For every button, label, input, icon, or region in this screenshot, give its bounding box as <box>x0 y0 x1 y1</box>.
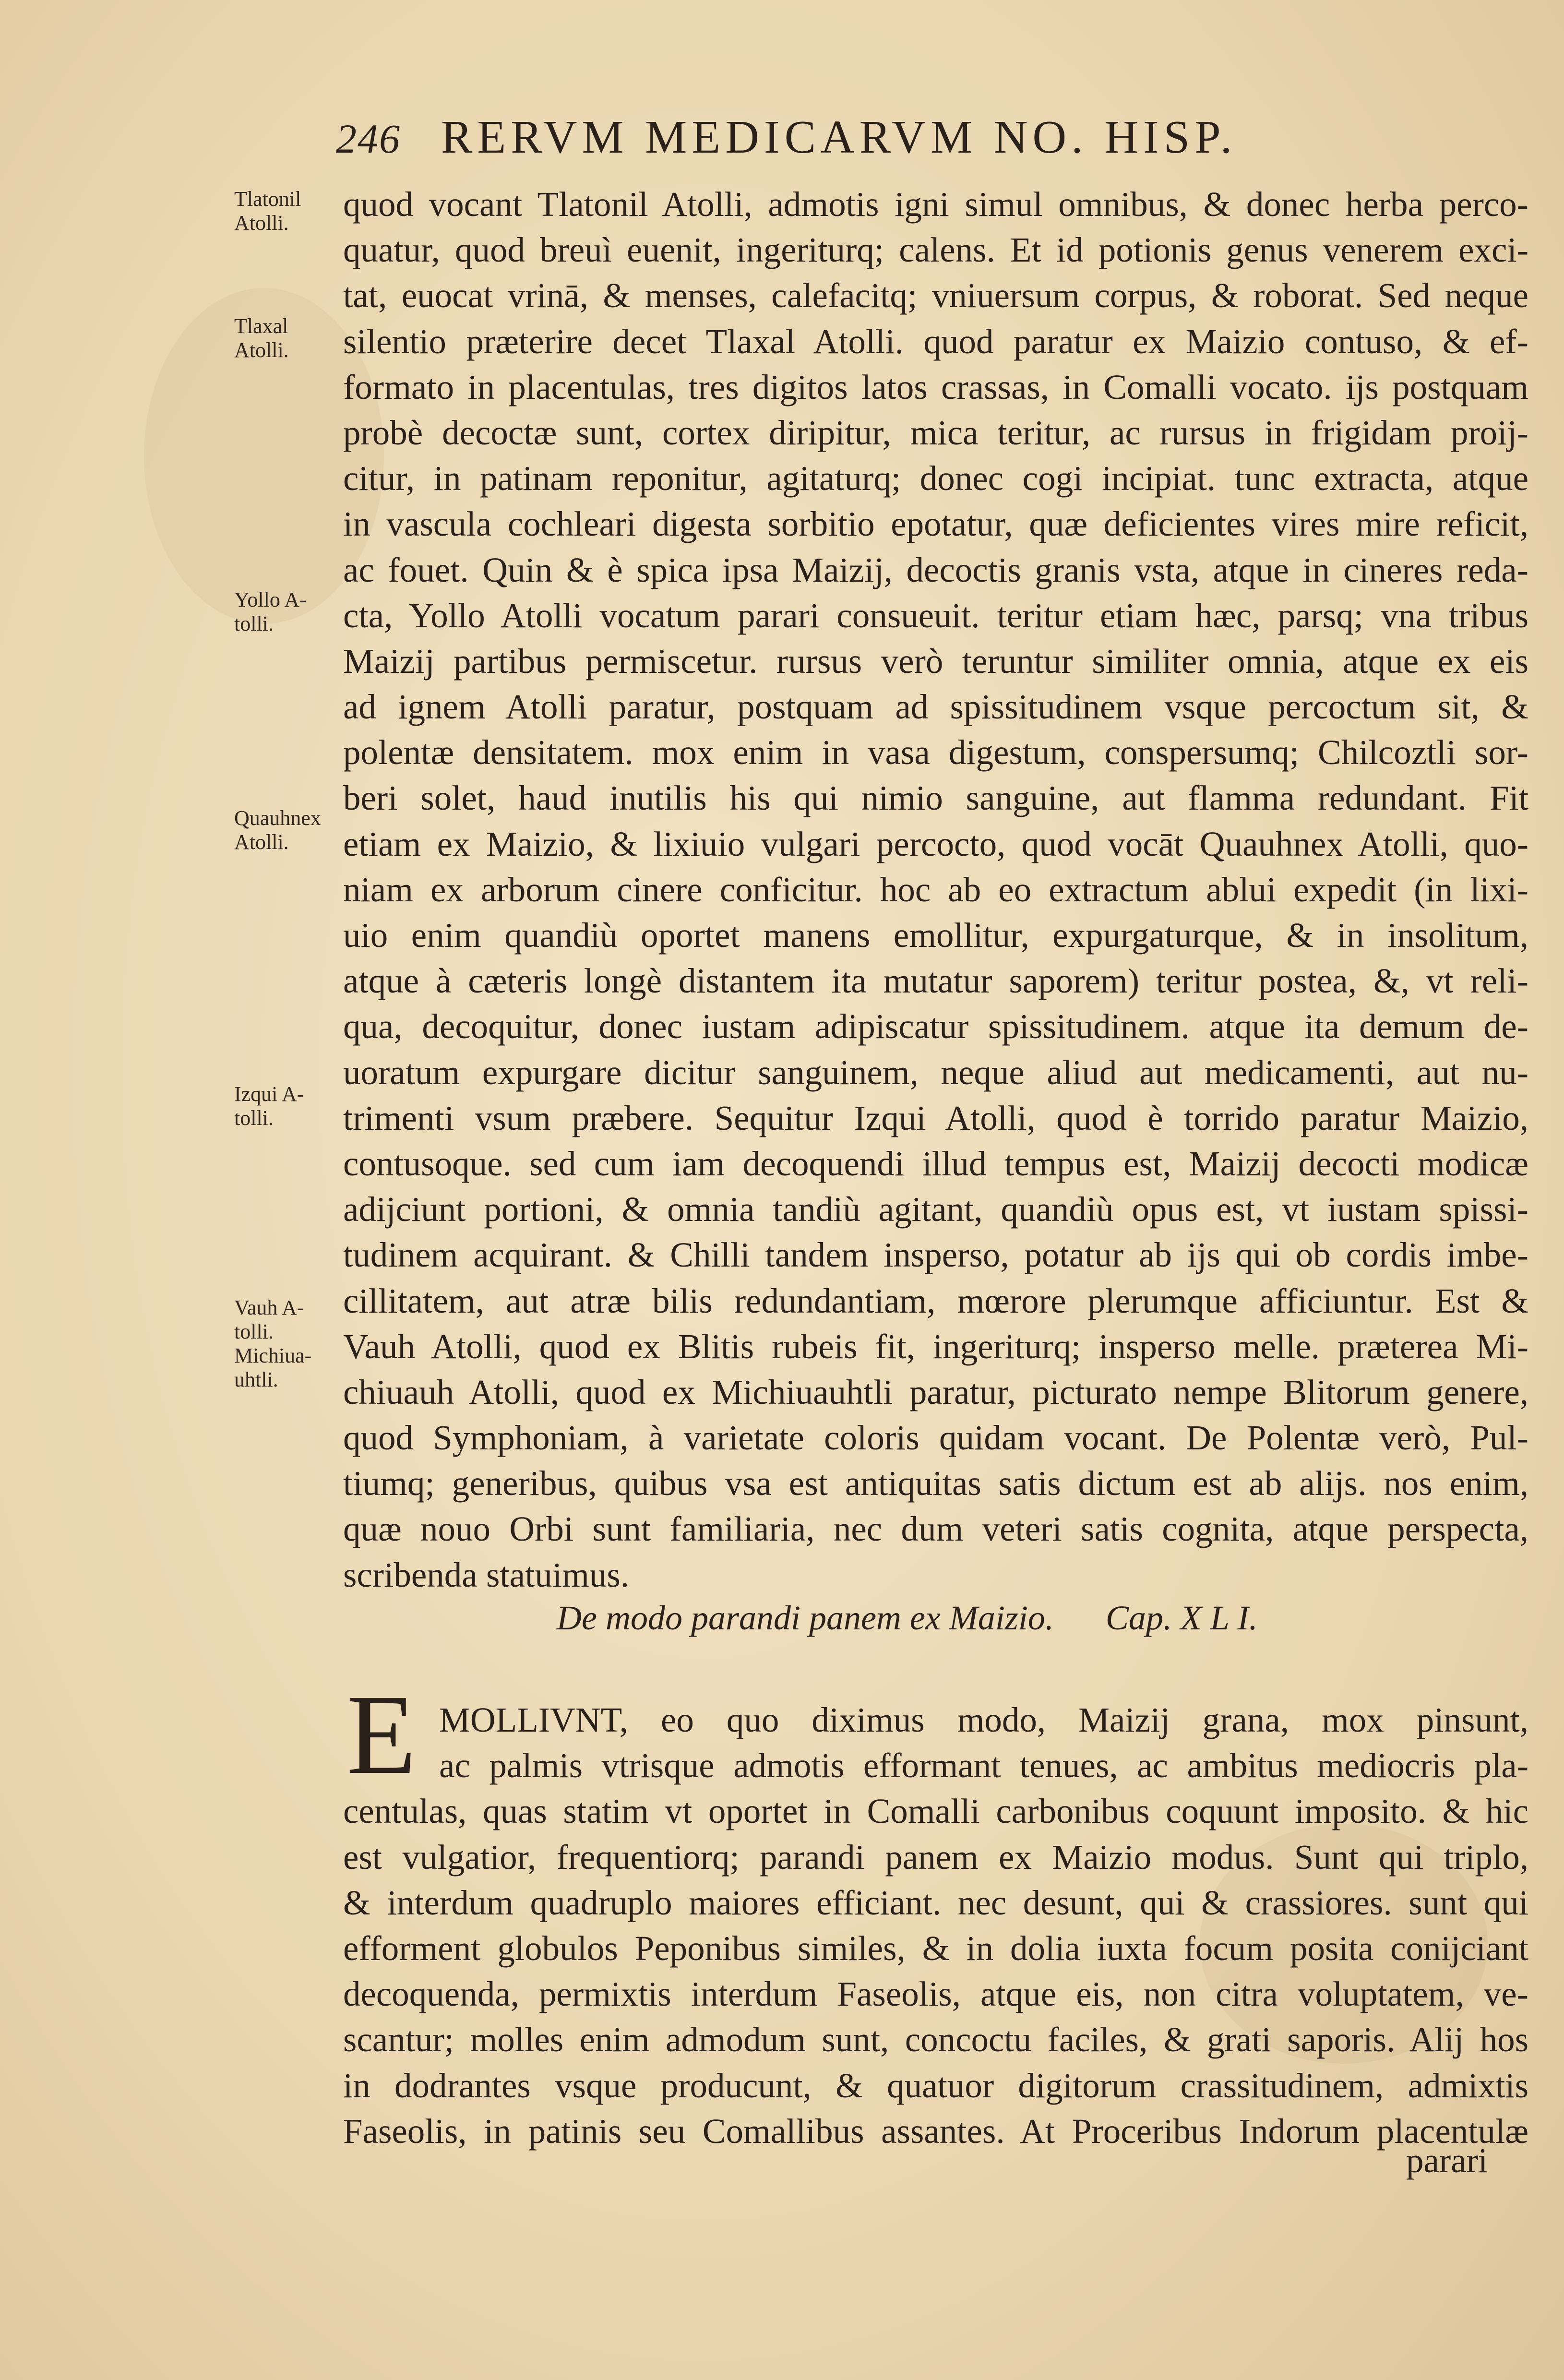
margin-note-line: tolli. <box>234 1320 274 1343</box>
text-line: scantur; molles enim admodum sunt, concoctu faciles, & grati saporis. Alij hos <box>343 2020 1528 2059</box>
text-line: qua, decoquitur, donec iustam adipiscatur spissitudinem. atque ita demum de- <box>343 1007 1528 1046</box>
text-line: uoratum expurgare dicitur sanguinem, neque aliud aut medicamenti, aut nu- <box>343 1052 1528 1092</box>
catchword: parari <box>1406 2141 1488 2180</box>
margin-note-line: Atolli. <box>234 338 289 362</box>
margin-note-quauhnex <box>234 806 345 854</box>
text-line: tudinem acquirant. & Chilli tandem insperso, potatur ab ijs qui ob cordis imbe- <box>343 1235 1528 1275</box>
text-line: scribenda statuimus. <box>343 1555 630 1594</box>
drop-cap: E <box>346 1672 417 1798</box>
text-line: ac fouet. Quin & è spica ipsa Maizij, decoctis granis vsta, atque in cineres reda- <box>343 550 1528 589</box>
margin-note-line: Quauhnex <box>234 806 321 830</box>
text-line: quæ nouo Orbi sunt familiaria, nec dum veteri satis cognita, atque perspecta, <box>343 1509 1528 1549</box>
chapter-title: De modo parandi panem ex Maizio. <box>557 1599 1054 1637</box>
text-line: tat, euocat vrinā, & menses, calefacitq; vniuersum corpus, & roborat. Sed neque <box>343 276 1528 315</box>
margin-note-line: Yollo A- <box>234 588 307 611</box>
text-line: adijciunt portioni, & omnia tandiù agitant, quandiù opus est, vt iustam spissi- <box>343 1190 1528 1229</box>
text-line: ad ignem Atolli paratur, postquam ad spissitudinem vsque percoctum sit, & <box>343 687 1528 727</box>
text-line: quod vocant Tlatonil Atolli, admotis igni simul omnibus, & donec herba perco- <box>343 185 1528 224</box>
text-line: formato in placentulas, tres digitos latos crassas, in Comalli vocato. ijs postquam <box>343 367 1528 407</box>
text-line: atque à cæteris longè distantem ita mutatur saporem) teritur postea, &, vt reli- <box>343 961 1528 1001</box>
running-head-title: RERVM MEDICARVM NO. HISP. <box>441 111 1237 163</box>
text-line: chiuauh Atolli, quod ex Michiuauhtli paratur, picturato nempe Blitorum genere, <box>343 1372 1528 1411</box>
text-line: polentæ densitatem. mox enim in vasa digestum, conspersumq; Chilcoztli sor- <box>343 733 1528 772</box>
text-line: citur, in patinam reponitur, agitaturq; donec cogi incipiat. tunc extracta, atque <box>343 459 1528 498</box>
margin-note-line: Tlaxal <box>234 314 288 338</box>
text-line: decoquenda, permixtis interdum Faseolis, atque eis, non citra voluptatem, ve- <box>343 1974 1528 2014</box>
text-line: cta, Yollo Atolli vocatum parari consueuit. teritur etiam hæc, parsq; vna tribus <box>343 596 1528 635</box>
running-head <box>336 110 1488 168</box>
text-line: silentio præterire decet Tlaxal Atolli. quod paratur ex Maizio contuso, & ef- <box>343 322 1528 361</box>
margin-note-vauh <box>234 1296 345 1392</box>
margin-note-line: Vauh A- <box>234 1296 304 1319</box>
text-line: cillitatem, aut atræ bilis redundantiam, mœrore plerumque afficiuntur. Est & <box>343 1281 1528 1320</box>
text-line: quatur, quod breuì euenit, ingeriturq; calens. Et id potionis genus venerem exci- <box>343 230 1528 270</box>
text-line: est vulgatior, frequentiorq; parandi panem ex Maizio modus. Sunt qui triplo, <box>343 1837 1528 1877</box>
margin-note-line: Izqui A- <box>234 1082 304 1106</box>
text-line: & interdum quadruplo maiores efficiant. nec desunt, qui & crassiores. sunt qui <box>343 1883 1528 1922</box>
margin-note-line: Atolli. <box>234 211 289 235</box>
margin-note-line: tolli. <box>234 612 274 635</box>
text-line: ac palmis vtrisque admotis efformant tenues, ac ambitus mediocris pla- <box>439 1746 1528 1785</box>
margin-note-yollo <box>234 588 345 636</box>
text-line: probè decoctæ sunt, cortex diripitur, mica teritur, ac rursus in frigidam proij- <box>343 413 1528 452</box>
text-line: quod Symphoniam, à varietate coloris quidam vocant. De Polentæ verò, Pul- <box>343 1418 1528 1458</box>
text-line: contusoque. sed cum iam decoquendi illud tempus est, Maizij decocti modicæ <box>343 1144 1528 1183</box>
text-line: tiumq; generibus, quibus vsa est antiquitas satis dictum est ab alijs. nos enim, <box>343 1464 1528 1503</box>
margin-note-line: Michiua- <box>234 1344 312 1367</box>
margin-note-line: tolli. <box>234 1106 274 1130</box>
text-line: etiam ex Maizio, & lixiuio vulgari percocto, quod vocāt Quauhnex Atolli, quo- <box>343 824 1528 863</box>
text-line: trimenti vsum præbere. Sequitur Izqui Atolli, quod è torrido paratur Maizio, <box>343 1098 1528 1137</box>
text-line: niam ex arborum cinere conficitur. hoc ab eo extractum ablui expedit (in lixi- <box>343 870 1528 909</box>
text-line: efforment globulos Peponibus similes, & in dolia iuxta focum posita conijciant <box>343 1928 1528 1968</box>
margin-note-line: Atolli. <box>234 830 289 854</box>
text-line: MOLLIVNT, eo quo diximus modo, Maizij grana, mox pinsunt, <box>439 1700 1528 1739</box>
chapter-heading <box>557 1598 1373 1638</box>
text-line: Maizij partibus permiscetur. rursus verò teruntur similiter omnia, atque ex eis <box>343 641 1528 681</box>
text-line: in vascula cochleari digesta sorbitio epotatur, quæ deficientes vires mire reficit, <box>343 504 1528 544</box>
text-line: in dodrantes vsque producunt, & quatuor digitorum crassitudinem, admixtis <box>343 2066 1528 2105</box>
margin-note-izqui <box>234 1082 345 1130</box>
text-line: beri solet, haud inutilis his qui nimio sanguine, aut flamma redundant. Fit <box>343 778 1528 818</box>
body-text <box>343 181 1528 1598</box>
text-line: uio enim quandiù oportet manens emollitur, expurgaturque, & in insolitum, <box>343 916 1528 955</box>
chapter-number: Cap. X L I. <box>1105 1599 1258 1637</box>
margin-note-line: uhtli. <box>234 1368 278 1391</box>
text-line: Vauh Atolli, quod ex Blitis rubeis fit, ingeriturq; insperso melle. præterea Mi- <box>343 1327 1528 1366</box>
text-line: Faseolis, in patinis seu Comallibus assantes. At Proceribus Indorum placentulæ <box>343 2111 1528 2151</box>
text-line: centulas, quas statim vt oportet in Comalli carbonibus coquunt imposito. & hic <box>343 1792 1528 1831</box>
margin-note-tlaxal <box>234 314 345 362</box>
chapter-text <box>343 1697 1528 2154</box>
page-number: 246 <box>336 116 401 162</box>
margin-note-tlatonil <box>234 187 345 235</box>
margin-note-line: Tlatonil <box>234 187 301 211</box>
